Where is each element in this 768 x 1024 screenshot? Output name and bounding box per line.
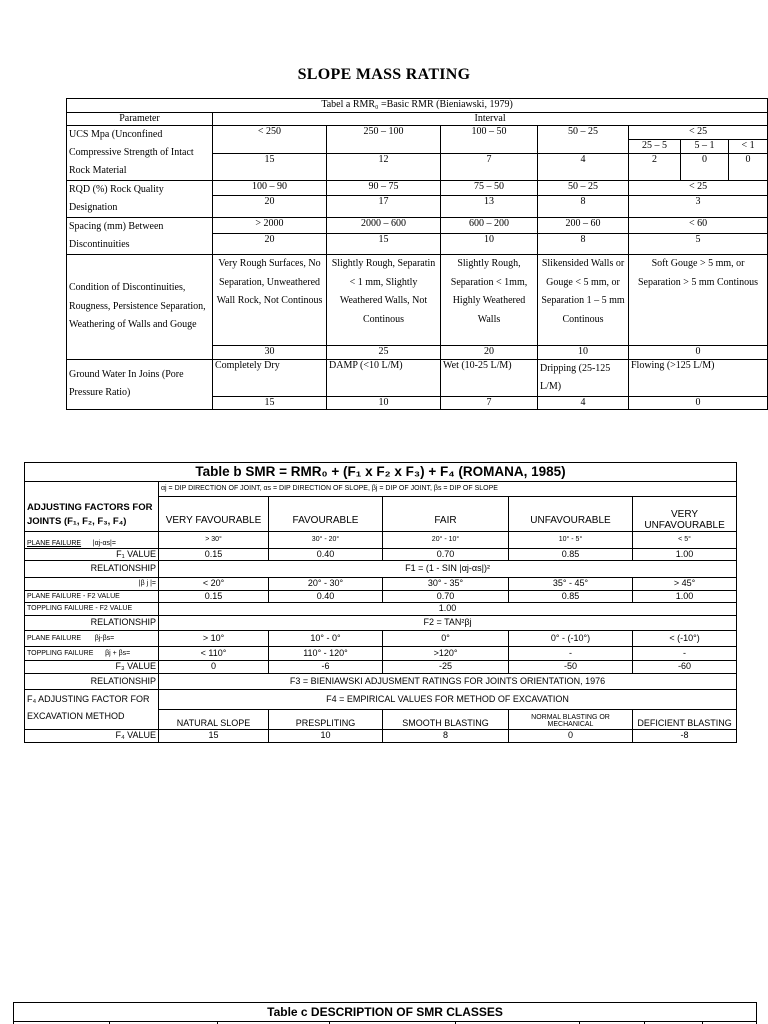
table-cell: 20 xyxy=(213,234,327,255)
f3-plane-label xyxy=(25,631,159,647)
table-cell: 10 xyxy=(269,730,383,743)
table-cell: 0 xyxy=(159,661,269,674)
table-cell: 250 – 100 xyxy=(327,126,441,154)
table-cell: PRESPLITING xyxy=(269,710,383,730)
table-cell: 0.15 xyxy=(159,591,269,603)
table-cell: 12 xyxy=(327,154,441,181)
table-cell: > 2000 xyxy=(213,218,327,234)
f2-toppling-row xyxy=(25,603,737,616)
table-cell: 15 xyxy=(213,396,327,410)
table-cell: 7 xyxy=(441,396,538,410)
table-cell: |β j |= xyxy=(25,578,159,591)
table-cell: 3 xyxy=(629,195,768,217)
table-cell: 1.00 xyxy=(633,591,737,603)
table-cell: 0° xyxy=(383,631,509,647)
table-cell: F1 = (1 - SIN |αj-αs|)² xyxy=(159,561,737,578)
ucs-range-row xyxy=(67,126,768,140)
table-cell: Completely Dry xyxy=(213,359,327,396)
table-cell: 15 xyxy=(159,730,269,743)
table-cell: 0.15 xyxy=(159,549,269,561)
table-cell: 0 xyxy=(681,154,729,181)
table-cell: 200 – 60 xyxy=(538,218,629,234)
document-title: SLOPE MASS RATING xyxy=(297,66,471,83)
table-cell: 0.85 xyxy=(509,591,633,603)
f2-plane-row xyxy=(25,591,737,603)
rqd-label: RQD (%) Rock Quality Designation xyxy=(67,181,213,218)
spacing-range-row xyxy=(67,218,768,234)
table-cell: -8 xyxy=(633,730,737,743)
table-cell: DEFICIENT BLASTING xyxy=(633,710,737,730)
table-cell: < 25 xyxy=(629,181,768,196)
table-b-title: Table b SMR = RMR₀ + (F₁ x F₂ x F₃) + F₄ (ROMANA, 1985) xyxy=(25,463,737,482)
table-cell: 20 xyxy=(441,346,538,360)
ucs-label: UCS Mpa (Unconfined Compressive Strength of Intact Rock Material xyxy=(67,126,213,181)
f1-value-row xyxy=(25,549,737,561)
table-cell: RELATIONSHIP xyxy=(25,616,159,631)
table-cell: Slikensided Walls or Gouge < 5 mm, or Separation 1 – 5 mm Continous xyxy=(538,255,629,346)
table-cell: >120° xyxy=(383,647,509,661)
adjusting-factors-label: ADJUSTING FACTORS FOR JOINTS (F₁, F₂, F₃, F₄) xyxy=(25,482,159,532)
table-c-smr-classes xyxy=(13,1002,757,1024)
table-cell: 25 – 5 xyxy=(629,140,681,154)
groundwater-label: Ground Water In Joins (Pore Pressure Ratio) xyxy=(67,359,213,410)
table-cell: 0.40 xyxy=(269,549,383,561)
f3-toppling-label xyxy=(25,647,159,661)
table-cell: 0 xyxy=(629,346,768,360)
interval-header: Interval xyxy=(213,112,768,126)
table-cell: FAIR xyxy=(383,497,509,532)
f3-plane-row xyxy=(25,631,737,647)
table-cell: PLANE FAILURE - F2 VALUE xyxy=(25,591,159,603)
condition-label: Condition of Discontinuities, Rougness, Persistence Separation, Weathering of Walls and Gouge xyxy=(67,255,213,360)
table-cell: < (-10°) xyxy=(633,631,737,647)
plane-failure-f1-row xyxy=(25,532,737,549)
table-cell: RELATIONSHIP xyxy=(25,674,159,690)
table-b-smr-romana xyxy=(24,462,737,743)
f2-relationship-row xyxy=(25,616,737,631)
table-cell: 15 xyxy=(213,154,327,181)
table-c-title: Table c DESCRIPTION OF SMR CLASSES xyxy=(14,1003,757,1022)
table-cell: 5 xyxy=(629,234,768,255)
spacing-label: Spacing (mm) Between Discontinuities xyxy=(67,218,213,255)
table-cell: - xyxy=(509,647,633,661)
table-a-basic-rmr xyxy=(66,98,768,410)
table-cell: F₁ VALUE xyxy=(25,549,159,561)
table-cell: 30° - 35° xyxy=(383,578,509,591)
table-cell: 0 xyxy=(509,730,633,743)
table-cell: 20 xyxy=(213,195,327,217)
table-cell: 15 xyxy=(327,234,441,255)
table-cell: Dripping (25-125 L/M) xyxy=(538,359,629,396)
table-cell: 10 xyxy=(327,396,441,410)
table-cell: βj + βs= xyxy=(105,649,131,657)
table-cell: 50 – 25 xyxy=(538,181,629,196)
table-cell: < 110° xyxy=(159,647,269,661)
table-cell: 25 xyxy=(327,346,441,360)
table-cell: 110° - 120° xyxy=(269,647,383,661)
table-cell: F₄ ADJUSTING FACTOR FOR EXCAVATION METHOD xyxy=(25,690,159,730)
table-cell: F4 = EMPIRICAL VALUES FOR METHOD OF EXCAVATION xyxy=(159,690,737,710)
groundwater-description-row xyxy=(67,359,768,396)
table-cell: VERY FAVOURABLE xyxy=(159,497,269,532)
table-cell: PLANE FAILURE xyxy=(27,634,82,642)
table-cell: Slightly Rough, Separatin < 1 mm, Slightly Weathered Walls, Not Continous xyxy=(327,255,441,346)
f4-header-row xyxy=(25,690,737,710)
table-cell: 0.70 xyxy=(383,591,509,603)
f3-relationship-row xyxy=(25,674,737,690)
table-cell: TOPPLING FAILURE - F2 VALUE xyxy=(25,603,159,616)
table-cell: 1.00 xyxy=(633,549,737,561)
table-cell: 100 – 50 xyxy=(441,126,538,154)
table-cell: 30 xyxy=(213,346,327,360)
table-cell: 50 – 25 xyxy=(538,126,629,154)
table-cell: F2 = TAN²βj xyxy=(159,616,737,631)
table-cell: -6 xyxy=(269,661,383,674)
table-cell: 7 xyxy=(441,154,538,181)
table-a-caption: Tabel a RMR₀ =Basic RMR (Bieniawski, 1979) xyxy=(67,99,768,113)
beta-j-row xyxy=(25,578,737,591)
table-cell: Slightly Rough, Separation < 1mm, Highly Weathered Walls xyxy=(441,255,538,346)
table-cell: 8 xyxy=(538,195,629,217)
table-cell: 20° - 30° xyxy=(269,578,383,591)
table-cell: Wet (10-25 L/M) xyxy=(441,359,538,396)
table-cell: 1.00 xyxy=(159,603,737,616)
table-cell: -60 xyxy=(633,661,737,674)
table-cell: > 45° xyxy=(633,578,737,591)
table-cell: < 5° xyxy=(633,532,737,549)
table-cell: 0.70 xyxy=(383,549,509,561)
table-cell: TOPPLING FAILURE xyxy=(27,649,94,657)
table-cell: 2000 – 600 xyxy=(327,218,441,234)
table-cell: NATURAL SLOPE xyxy=(159,710,269,730)
table-cell: 4 xyxy=(538,396,629,410)
table-cell: DAMP (<10 L/M) xyxy=(327,359,441,396)
table-cell: RELATIONSHIP xyxy=(25,561,159,578)
table-cell: F₄ VALUE xyxy=(25,730,159,743)
table-cell: 0.85 xyxy=(509,549,633,561)
table-cell: 0 xyxy=(729,154,768,181)
parameter-header: Parameter xyxy=(67,112,213,126)
table-cell: Flowing (>125 L/M) xyxy=(629,359,768,396)
f3-value-row xyxy=(25,661,737,674)
table-cell: βj-βs= xyxy=(94,634,115,642)
table-cell: 75 – 50 xyxy=(441,181,538,196)
table-cell: VERY UNFAVOURABLE xyxy=(633,497,737,532)
table-cell: 100 – 90 xyxy=(213,181,327,196)
table-cell: 8 xyxy=(383,730,509,743)
table-cell: - xyxy=(633,647,737,661)
table-cell: -25 xyxy=(383,661,509,674)
table-cell: 35° - 45° xyxy=(509,578,633,591)
table-cell: SMOOTH BLASTING xyxy=(383,710,509,730)
table-cell: 10 xyxy=(538,346,629,360)
table-cell: < 25 xyxy=(629,126,768,140)
table-cell: UNFAVOURABLE xyxy=(509,497,633,532)
table-cell: -50 xyxy=(509,661,633,674)
table-cell: 17 xyxy=(327,195,441,217)
table-cell: FAVOURABLE xyxy=(269,497,383,532)
condition-description-row xyxy=(67,255,768,346)
table-cell: 10 xyxy=(441,234,538,255)
table-cell: PLANE FAILURE xyxy=(27,540,82,548)
angle-legend: αj = DIP DIRECTION OF JOINT, αs = DIP DIRECTION OF SLOPE, βj = DIP OF JOINT, βs = DIP OF SLOPE xyxy=(159,482,737,497)
table-cell: 20° - 10° xyxy=(383,532,509,549)
f4-value-row xyxy=(25,730,737,743)
table-cell: 600 – 200 xyxy=(441,218,538,234)
table-cell: F₃ VALUE xyxy=(25,661,159,674)
table-cell: 0° - (-10°) xyxy=(509,631,633,647)
table-cell: 5 – 1 xyxy=(681,140,729,154)
table-cell: NORMAL BLASTING OR MECHANICAL xyxy=(509,710,633,730)
rqd-range-row xyxy=(67,181,768,196)
f3-toppling-row xyxy=(25,647,737,661)
table-cell: F3 = BIENIAWSKI ADJUSMENT RATINGS FOR JOINTS ORIENTATION, 1976 xyxy=(159,674,737,690)
table-cell: 10° - 5° xyxy=(509,532,633,549)
table-cell: < 60 xyxy=(629,218,768,234)
table-cell: 10° - 0° xyxy=(269,631,383,647)
table-cell: |αj-αs|= xyxy=(92,540,116,548)
plane-failure-f1-label xyxy=(25,532,159,549)
table-cell: 0 xyxy=(629,396,768,410)
table-cell: < 20° xyxy=(159,578,269,591)
table-cell: 30° - 20° xyxy=(269,532,383,549)
table-cell: 13 xyxy=(441,195,538,217)
table-cell: 90 – 75 xyxy=(327,181,441,196)
table-cell: > 30° xyxy=(159,532,269,549)
table-cell: 4 xyxy=(538,154,629,181)
table-cell: 0.40 xyxy=(269,591,383,603)
table-cell: 2 xyxy=(629,154,681,181)
table-cell: 8 xyxy=(538,234,629,255)
table-cell: < 250 xyxy=(213,126,327,154)
table-cell: > 10° xyxy=(159,631,269,647)
table-cell: < 1 xyxy=(729,140,768,154)
table-cell: Soft Gouge > 5 mm, or Separation > 5 mm Continous xyxy=(629,255,768,346)
f1-relationship-row xyxy=(25,561,737,578)
table-cell: Very Rough Surfaces, No Separation, Unweathered Wall Rock, Not Continous xyxy=(213,255,327,346)
